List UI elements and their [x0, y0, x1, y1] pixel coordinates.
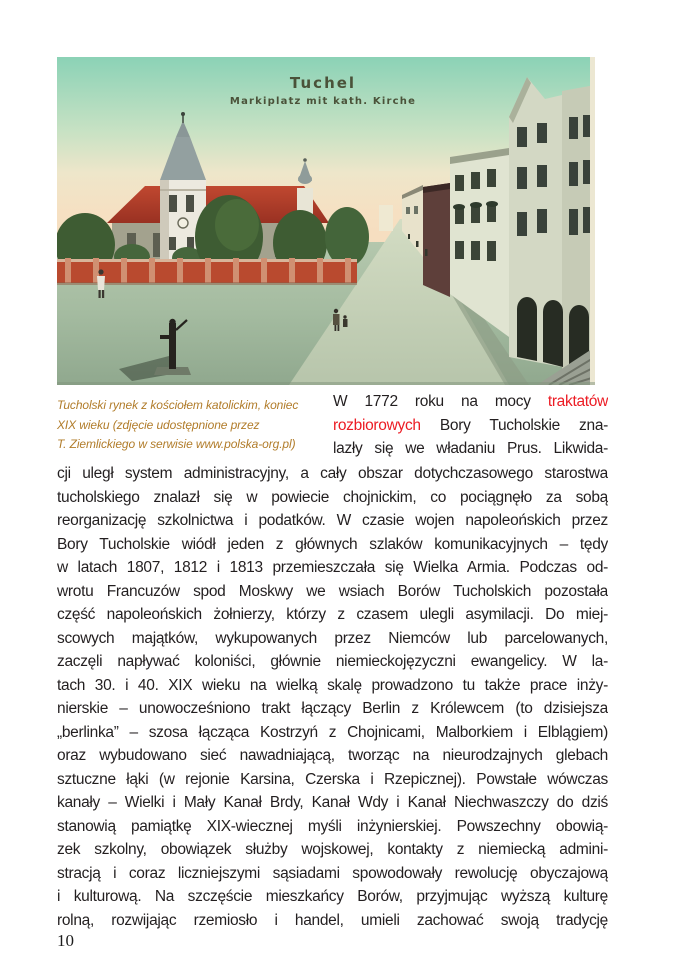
- text-line: [333, 414, 608, 438]
- text-line: nierskie – unowocześniono trakt łączący Berlin z Królewcem (to dzisiejsza: [57, 700, 608, 717]
- text-line: tach 30. i 40. XIX wieku na wielką skalę prowadzono tu także prace inży-: [57, 676, 608, 694]
- text-line: stracją i coraz liczniejszymi sąsiadami spowodowały rewolucję obyczajową: [57, 864, 608, 882]
- postcard-subtitle: Markiplatz mit kath. Kirche: [229, 96, 417, 107]
- caption-line: Tucholski rynek z kościołem katolickim, koniec: [57, 398, 299, 412]
- text-line: w latach 1807, 1812 i 1813 przemieszczała się Wielka Armia. Podczas od-: [57, 559, 608, 576]
- postcard-bottom-edge: [57, 382, 595, 385]
- text-line: scowych majątków, wykupowanych przez Niemców lub parcelowanych,: [57, 629, 608, 647]
- photo-caption: [57, 396, 329, 455]
- text-line: stanowią pamiątkę XIX-wiecznej myśli inżynierskiej. Powszechny obowią-: [57, 817, 608, 835]
- text-segment: Bory Tucholskie zna-: [420, 416, 608, 434]
- highlighted-text: traktatów: [547, 393, 608, 410]
- text-line: reorganizację szkolnictwa i podatków. W czasie wojen napoleońskich przez: [57, 512, 608, 529]
- text-line: tucholskiego znalazł się w powiecie chojnickim, co pociągnęło za sobą: [57, 488, 608, 506]
- postcard-border: [590, 57, 595, 385]
- caption-line: T. Ziemlickiego w serwisie www.polska-org.pl): [57, 437, 296, 451]
- postcard-illustration: [57, 57, 595, 385]
- text-line: „berlinka” – szosa łącząca Kostrzyń z Chojnicami, Malborkiem i Elblągiem): [57, 723, 608, 741]
- text-line: i kulturową. Na szczęście mieszkańcy Borów, przyjmując wyższą kulturę: [57, 888, 608, 905]
- text-line: Bory Tucholskie wiódł jeden z głównych szlaków komunikacyjnych – tędy: [57, 535, 608, 553]
- text-segment: lazły się we władaniu Prus. Likwida-: [333, 440, 608, 457]
- text-line: oraz wybudowano sieć nawadniającą, tworząc na nieurodzajnych glebach: [57, 747, 608, 764]
- text-line: [333, 437, 608, 461]
- page-number: 10: [57, 931, 74, 950]
- text-line: [333, 390, 608, 414]
- text-line: część napoleońskich żołnierzy, którzy z czasem ulegli asymilacji. Do miej-: [57, 606, 608, 623]
- text-line: wrotu Francuzów spod Moskwy we wsiach Borów Tucholskich pozostała: [57, 582, 608, 600]
- text-line: zaczęli napływać koloniści, głównie niemieckojęzyczni ewangelicy. W la-: [57, 653, 608, 670]
- text-line: kanały – Wielki i Mały Kanał Brdy, Kanał Wdy i Kanał Niechwaszczy do dziś: [57, 794, 608, 811]
- text-segment: W 1772 roku na mocy: [333, 393, 548, 410]
- article-intro-paragraph: [333, 390, 608, 461]
- postcard-image: [57, 57, 595, 385]
- text-line: zek szkolny, obowiązek służby wojskowej, kontakty z niemiecką admini-: [57, 841, 608, 858]
- caption-line: XIX wieku (zdjęcie udostępnione przez: [57, 417, 260, 432]
- article-body-paragraph: [57, 462, 608, 932]
- text-line: sztuczne łąki (w rejonie Karsina, Czerska i Rzepicznej). Powstałe wówczas: [57, 770, 608, 788]
- text-line: rolną, rozwijając rzemiosło i handel, umieli zachować swoją tradycję: [57, 911, 608, 929]
- postcard-title: Tuchel: [289, 74, 357, 92]
- highlighted-text: rozbiorowych: [333, 416, 421, 434]
- text-line: cji uległ system administracyjny, a cały obszar dotychczasowego starostwa: [57, 465, 608, 482]
